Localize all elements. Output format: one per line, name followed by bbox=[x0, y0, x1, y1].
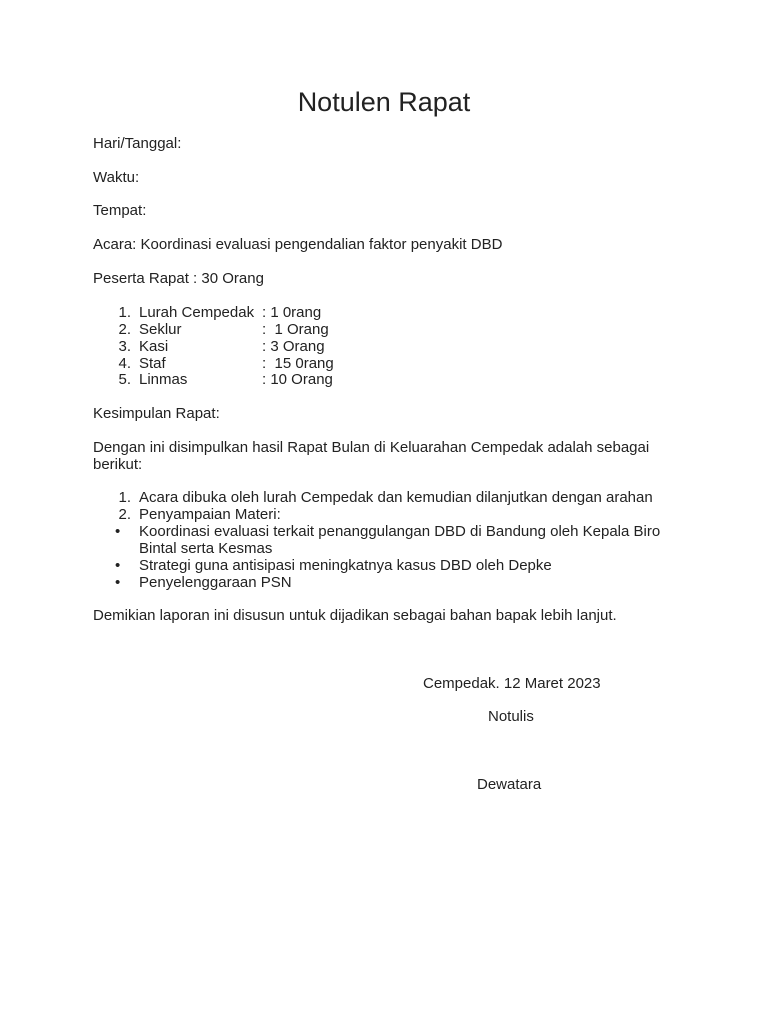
list-number: 5. bbox=[118, 371, 131, 388]
participant-count: : 1 Orang bbox=[262, 321, 329, 338]
participant-name: Linmas bbox=[139, 371, 188, 388]
place-date: Cempedak. 12 Maret 2023 bbox=[423, 675, 601, 692]
list-number: 2. bbox=[118, 321, 131, 338]
conclusion-text: Strategi guna antisipasi meningkatnya kasus DBD oleh Depke bbox=[139, 557, 552, 574]
participant-name: Kasi bbox=[139, 338, 169, 355]
conclusion-text: Penyampaian Materi: bbox=[139, 506, 281, 523]
notulis-label: Notulis bbox=[488, 708, 534, 725]
bullet-icon: • bbox=[115, 574, 121, 591]
signer-name: Dewatara bbox=[477, 776, 542, 793]
participant-count: : 10 Orang bbox=[262, 371, 333, 388]
tempat-label: Tempat: bbox=[93, 202, 147, 219]
closing-statement: Demikian laporan ini disusun untuk dijadikan sebagai bahan bapak lebih lanjut. bbox=[93, 607, 617, 624]
waktu-label: Waktu: bbox=[93, 169, 140, 186]
document-title: Notulen Rapat bbox=[297, 87, 471, 117]
conclusion-text: Acara dibuka oleh lurah Cempedak dan kemudian dilanjutkan dengan arahan bbox=[139, 489, 653, 506]
bullet-icon: • bbox=[115, 523, 121, 540]
conclusion-text: Penyelenggaraan PSN bbox=[139, 574, 292, 591]
list-number: 1. bbox=[118, 489, 131, 506]
list-number: 3. bbox=[118, 338, 131, 355]
participant-count: : 3 Orang bbox=[262, 338, 325, 355]
participant-name: Staf bbox=[139, 355, 166, 372]
acara-line: Acara: Koordinasi evaluasi pengendalian faktor penyakit DBD bbox=[93, 236, 503, 253]
bullet-icon: • bbox=[115, 557, 121, 574]
participant-name: Lurah Cempedak bbox=[139, 304, 255, 321]
kesimpulan-intro: Dengan ini disimpulkan hasil Rapat Bulan di Keluarahan Cempedak adalah sebagai berikut: bbox=[93, 439, 650, 473]
hari-tanggal-label: Hari/Tanggal: bbox=[93, 135, 182, 152]
list-number: 2. bbox=[118, 506, 131, 523]
participant-name: Seklur bbox=[139, 321, 182, 338]
participant-count: : 15 0rang bbox=[262, 355, 334, 372]
participant-count: : 1 0rang bbox=[262, 304, 322, 321]
peserta-line: Peserta Rapat : 30 Orang bbox=[93, 270, 264, 287]
conclusion-text: Koordinasi evaluasi terkait penanggulangan DBD di Bandung oleh Kepala Biro Bintal serta Kesmas bbox=[139, 523, 661, 557]
kesimpulan-label: Kesimpulan Rapat: bbox=[93, 405, 220, 422]
list-number: 4. bbox=[118, 355, 131, 372]
list-number: 1. bbox=[118, 304, 131, 321]
